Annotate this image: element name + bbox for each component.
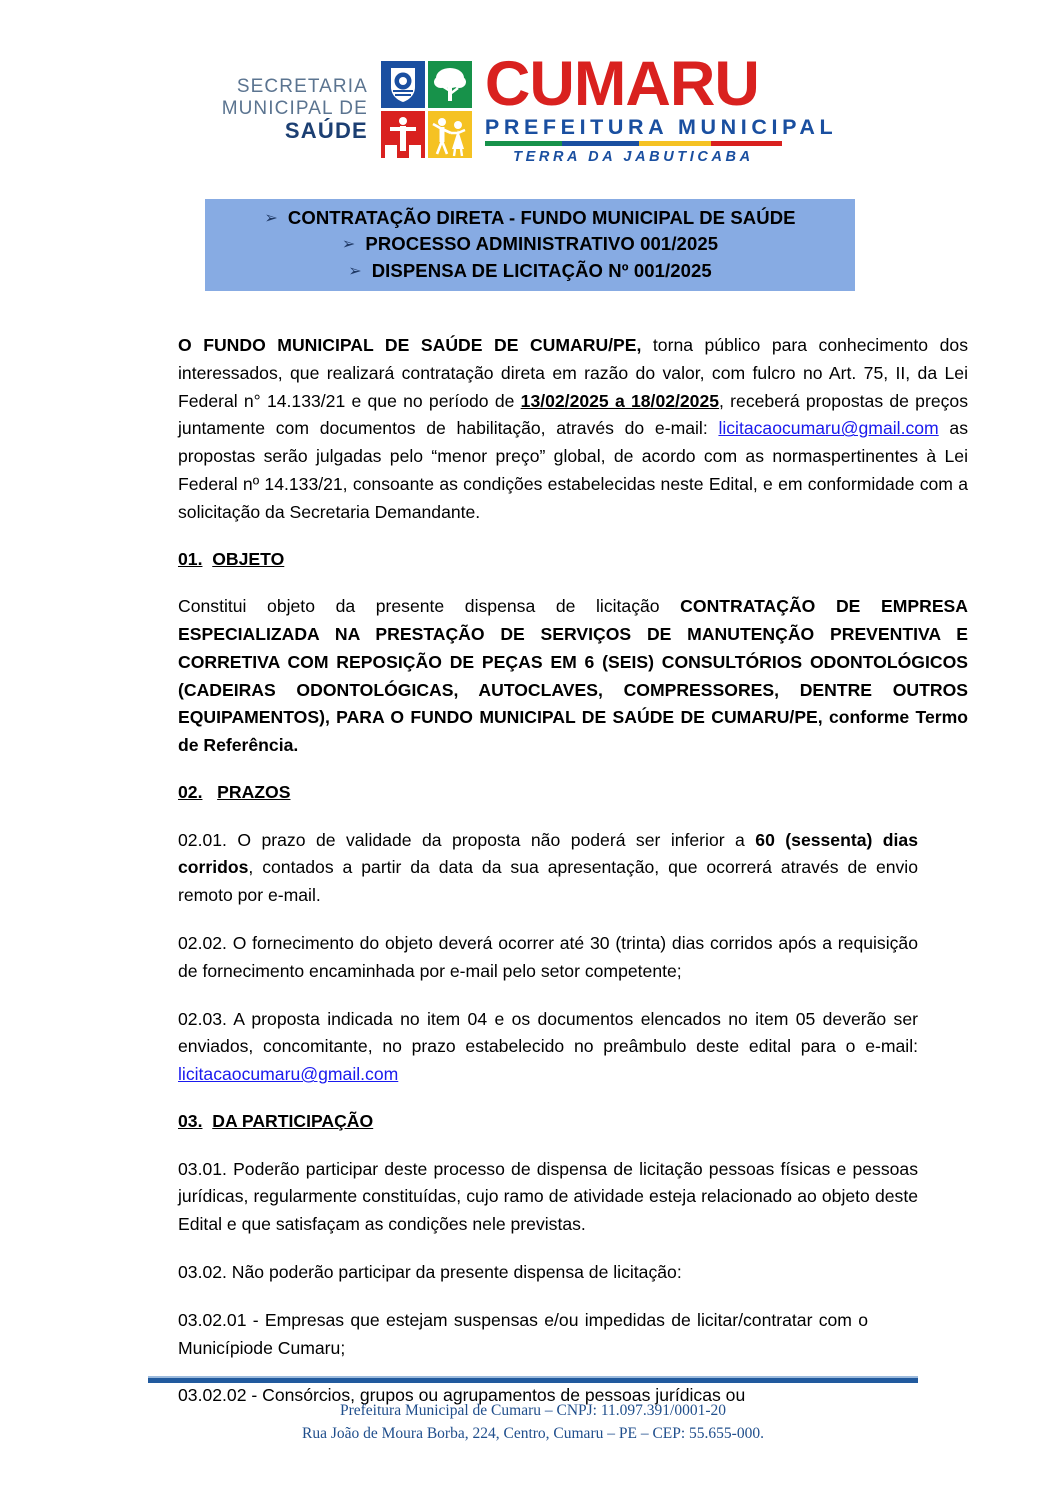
crest-shield-icon <box>381 61 425 108</box>
item-02-01-bold: 60 (sessenta) dias corridos <box>178 829 918 878</box>
preamble-text-2: , receberá propostas de preços juntamente com documentos de habilitação, através do e-mail: <box>178 390 968 439</box>
section-03-title: DA PARTICIPAÇÃO <box>212 1110 374 1131</box>
secretaria-saude-lockup <box>222 76 368 143</box>
color-bar-red <box>711 141 782 146</box>
color-bar-green <box>485 141 562 146</box>
wordmark-tagline: TERRA DA JABUTICABA <box>513 149 754 166</box>
bullet-arrow-icon: ➢ <box>264 208 278 227</box>
logo-color-bar <box>485 141 782 146</box>
item-02-03-text: 02.03. A proposta indicada no item 04 e os documentos elencados no item 05 deverão ser enviados, concomitante, no prazo estabelecido no preâmbulo deste edital para o e-mail: <box>178 1008 918 1057</box>
footer-line-1: Prefeitura Municipal de Cumaru – CNPJ: 11.097.391/0001-20 <box>339 1402 727 1419</box>
section-01-title: OBJETO <box>212 548 285 569</box>
logo-header <box>0 48 1059 172</box>
cumaru-wordmark <box>484 48 838 166</box>
secretaria-line-3: SAÚDE <box>284 117 368 143</box>
title-banner <box>205 199 855 291</box>
bullet-arrow-icon: ➢ <box>348 260 362 280</box>
wordmark-prefeitura-municipal: PREFEITURA MUNICIPAL <box>484 114 838 139</box>
color-bar-blue <box>562 141 639 146</box>
objeto-lead: Constitui objeto da presente dispensa de licitação <box>178 596 681 617</box>
preamble-period: 13/02/2025 a 18/02/2025 <box>520 390 720 411</box>
banner-line-3 <box>205 258 855 284</box>
preamble-text-3: as propostas serão julgadas pelo “menor preço” global, de acordo com as normaspertinentes à Lei Federal nº 14.133/21, consoante as condições estabelecidas neste Edital, e em conformidade com a solicitação da Secretaria Demandante. <box>178 418 968 522</box>
section-02-heading <box>178 780 968 805</box>
item-03-02-02: 03.02.02 - Consórcios, grupos ou agrupamentos de pessoas jurídicas ou <box>178 1385 746 1406</box>
crest-christ-statue-icon <box>381 111 425 158</box>
footer-divider <box>148 1376 918 1383</box>
coat-of-arms-icon <box>381 61 472 158</box>
email-link[interactable]: licitacaocumaru@gmail.com <box>178 1064 399 1085</box>
objeto-bold: CONTRATAÇÃO DE EMPRESA ESPECIALIZADA NA PRESTAÇÃO DE SERVIÇOS DE MANUTENÇÃO PREVENTIVA E CORRETIVA COM REPOSIÇÃO DE PEÇAS EM 6 (SEIS) CONSULTÓRIOS ODONTOLÓGICOS (CADEIRAS ODONTOLÓGICAS, AUTOCLAVES, COMPRESSORES, DENTRE OUTROS EQUIPAMENTOS), PARA O FUNDO MUNICIPAL DE SAÚDE DE CUMARU/PE <box>178 596 969 728</box>
section-03-heading <box>178 1109 968 1134</box>
item-02-01-text-a: 02.01. O prazo de validade da proposta não poderá ser inferior a <box>178 829 756 850</box>
footer-contact-info <box>148 1399 918 1446</box>
item-03-02-01: 03.02.01 - Empresas que estejam suspensas e/ou impedidas de licitar/contratar com o Municípiode Cumaru; <box>178 1309 868 1358</box>
preamble-text-1: torna público para conhecimento dos interessados, que realizará contratação direta em razão do valor, com fulcro no Art. 75, II, da Lei Federal n° 14.133/21 e que no período de <box>178 335 968 411</box>
item-03-02: 03.02. Não poderão participar da presente dispensa de licitação: <box>178 1262 682 1282</box>
item-02-02: 02.02. O fornecimento do objeto deverá ocorrer até 30 (trinta) dias corridos após a requisição de fornecimento encaminhada por e-mail pelo setor competente; <box>178 933 918 981</box>
secretaria-line-2: MUNICIPAL DE <box>221 97 368 119</box>
section-01-number: 01. <box>178 548 203 569</box>
wordmark-cumaru: CUMARU <box>484 48 759 119</box>
bullet-arrow-icon: ➢ <box>341 234 356 254</box>
section-02-title: PRAZOS <box>217 781 291 802</box>
section-02-number: 02. <box>178 781 203 802</box>
item-02-01 <box>178 827 918 910</box>
prefeitura-cumaru-logo <box>221 48 838 166</box>
banner-line-1 <box>205 205 855 231</box>
secretaria-line-1: SECRETARIA <box>236 76 368 98</box>
email-link[interactable]: licitacaocumaru@gmail.com <box>718 418 939 439</box>
color-bar-yellow <box>639 141 710 146</box>
preamble-lead: O FUNDO MUNICIPAL DE SAÚDE DE CUMARU/PE, <box>178 335 642 355</box>
crest-tree-icon <box>428 61 472 108</box>
banner-line-2-text: PROCESSO ADMINISTRATIVO 001/2025 <box>365 233 719 255</box>
banner-line-1-text: CONTRATAÇÃO DIRETA - FUNDO MUNICIPAL DE SAÚDE <box>287 207 796 228</box>
preamble-paragraph <box>178 332 968 527</box>
page-footer <box>148 1376 918 1446</box>
crest-family-icon <box>428 111 472 158</box>
objeto-tail: , conforme Termo de Referência. <box>178 707 968 756</box>
section-01-heading <box>178 547 968 572</box>
banner-line-2 <box>205 231 855 257</box>
section-03-number: 03. <box>178 1110 203 1131</box>
item-02-03 <box>178 1006 918 1089</box>
item-03-01: 03.01. Poderão participar deste processo de dispensa de licitação pessoas físicas e pessoas jurídicas, regularmente constituídas, cujo ramo de atividade esteja relacionado ao objeto deste Edital e que satisfaçam as condições nele previstas. <box>178 1158 918 1235</box>
section-01-paragraph <box>178 593 968 760</box>
item-02-01-text-b: , contados a partir da data da sua apresentação, que ocorrerá através de envio remoto por e-mail. <box>178 857 918 906</box>
document-body <box>178 332 968 1410</box>
footer-line-2: Rua João de Moura Borba, 224, Centro, Cumaru – PE – CEP: 55.655-000. <box>302 1425 764 1443</box>
banner-line-3-text: DISPENSA DE LICITAÇÃO Nº 001/2025 <box>371 259 712 281</box>
